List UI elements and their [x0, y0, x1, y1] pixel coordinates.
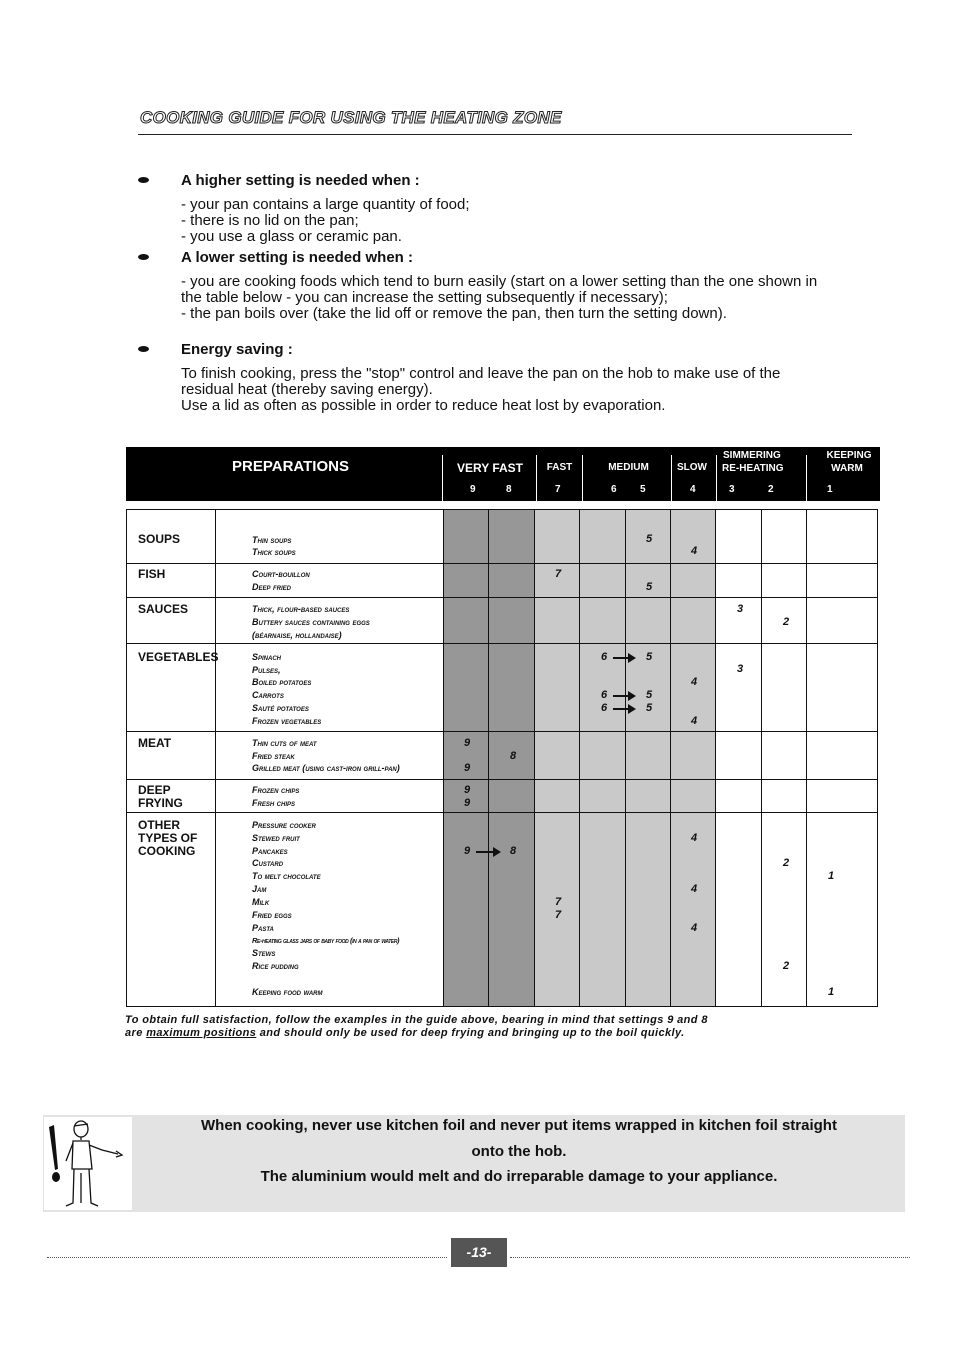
bullet-icon: [138, 254, 149, 260]
warning-line: The aluminium would melt and do irreparable damage to your appliance.: [260, 1168, 778, 1185]
header-preparations: PREPARATIONS: [232, 458, 349, 475]
dish-label: Fresh chips: [252, 798, 296, 808]
setting-value: 6: [601, 689, 608, 701]
bullet-icon: [138, 346, 149, 352]
dish-label: Rice pudding: [252, 961, 299, 971]
setting-value: 7: [555, 568, 562, 580]
column-setting-9: [443, 509, 488, 1007]
arrow-icon: [613, 708, 630, 710]
warning-line: onto the hob.: [471, 1142, 567, 1160]
section-text-higher: [181, 197, 470, 245]
header-setting-1: 1: [827, 484, 833, 495]
setting-value: 4: [691, 832, 698, 844]
bullet-icon: [138, 177, 149, 183]
dish-label: Boiled potatoes: [252, 677, 312, 687]
title-underline: [138, 134, 852, 135]
category-sauces: SAUCES: [138, 602, 189, 616]
dish-label: Court-bouillon: [252, 569, 310, 579]
dish-label: Milk: [252, 897, 270, 907]
warning-illustration: [44, 1117, 132, 1210]
header-divider: [716, 455, 717, 501]
arrow-icon: [613, 657, 630, 659]
dish-label: Spinach: [252, 652, 282, 662]
footer-rule-right: [510, 1257, 910, 1258]
setting-value: 2: [783, 960, 790, 972]
section-heading-energy: Energy saving :: [181, 341, 293, 358]
dish-label: Thick soups: [252, 547, 296, 557]
text-line: Use a lid as often as possible in order to reduce heat lost by evaporation.: [181, 397, 666, 414]
dish-label: Pulses,: [252, 665, 281, 675]
header-very-fast: VERY FAST: [456, 461, 524, 475]
dish-label: Stewed fruit: [252, 833, 300, 843]
category-meat: MEAT: [138, 736, 172, 750]
footnote-emphasis: maximum positions: [146, 1027, 257, 1039]
header-setting-2: 2: [768, 484, 774, 495]
dish-label: Keeping food warm: [252, 987, 323, 997]
text-line: - you are cooking foods which tend to burn easily (start on a lower setting than the one shown in: [181, 273, 818, 290]
footnote-prefix: are: [125, 1027, 143, 1039]
text-line: - your pan contains a large quantity of food;: [181, 196, 470, 213]
category-deep-frying: [138, 784, 183, 810]
text-line: - you use a glass or ceramic pan.: [181, 228, 402, 245]
setting-value: 9: [464, 762, 471, 774]
header-divider: [442, 455, 443, 501]
warning-person-icon: [44, 1117, 132, 1210]
dish-label: Thick, flour-based sauces: [252, 604, 350, 614]
category-line: DEEP: [138, 783, 171, 797]
dish-label: Thin soups: [252, 535, 292, 545]
dish-label: Re-heating glass jars of baby food (in a pan of water): [252, 936, 400, 945]
arrow-icon: [613, 695, 630, 697]
dish-label: Fried eggs: [252, 910, 292, 920]
dish-label: (béarnaise, hollandaise): [252, 630, 342, 640]
header-keeping: KEEPING: [826, 450, 872, 461]
footnote-text: and should only be used for deep frying and bringing up to the boil quickly.: [259, 1027, 685, 1039]
setting-value: 4: [691, 883, 698, 895]
setting-value: 4: [691, 715, 698, 727]
setting-value: 4: [691, 922, 698, 934]
header-simmering: SIMMERING: [723, 450, 781, 461]
section-heading-lower: A lower setting is needed when :: [181, 249, 413, 266]
category-soups: SOUPS: [138, 532, 181, 546]
setting-value: 2: [783, 616, 790, 628]
header-fast: FAST: [546, 462, 573, 473]
text-line: - there is no lid on the pan;: [181, 212, 359, 229]
header-setting-3: 3: [729, 484, 735, 495]
category-line: COOKING: [138, 844, 196, 858]
category-vegetables: VEGETABLES: [138, 650, 219, 664]
setting-value: 5: [646, 702, 653, 714]
cooking-table: [126, 509, 878, 1007]
setting-value: 3: [737, 663, 744, 675]
dish-label: Frozen vegetables: [252, 716, 322, 726]
header-setting-5: 5: [640, 484, 646, 495]
setting-value: 8: [510, 750, 517, 762]
dish-label: Fried steak: [252, 751, 295, 761]
text-line: To finish cooking, press the "stop" control and leave the pan on the hob to make use of the: [181, 365, 781, 382]
page-number: -13-: [451, 1238, 507, 1267]
setting-value: 5: [646, 651, 653, 663]
setting-value: 6: [601, 651, 608, 663]
dish-label: Pasta: [252, 923, 274, 933]
setting-value: 6: [601, 702, 608, 714]
header-slow: SLOW: [677, 462, 707, 473]
setting-value: 5: [646, 689, 653, 701]
table-header: [126, 447, 880, 501]
column-setting-6: [579, 509, 625, 1007]
dish-label: Pancakes: [252, 846, 288, 856]
column-setting-7: [534, 509, 579, 1007]
footnote-line: To obtain full satisfaction, follow the examples in the guide above, bearing in mind that settings 9 and 8: [125, 1014, 708, 1026]
dish-label: Custard: [252, 858, 284, 868]
dish-label: Pressure cooker: [252, 820, 316, 830]
footnote-line-2: [125, 1027, 708, 1040]
dish-label: Deep fried: [252, 582, 292, 592]
category-fish: FISH: [138, 567, 166, 581]
setting-value: 2: [783, 857, 790, 869]
dish-label: Grilled meat (using cast-iron grill-pan): [252, 763, 400, 773]
text-line: residual heat (thereby saving energy).: [181, 381, 433, 398]
section-text-lower: [181, 274, 817, 322]
header-divider: [806, 455, 807, 501]
dish-label: Carrots: [252, 690, 284, 700]
setting-value: 1: [828, 986, 835, 998]
header-warm: WARM: [831, 463, 863, 474]
setting-value: 5: [646, 533, 653, 545]
section-text-energy: [181, 366, 780, 414]
text-line: the table below - you can increase the setting subsequently if necessary);: [181, 289, 668, 306]
setting-value: 1: [828, 870, 835, 882]
setting-value: 8: [510, 845, 517, 857]
header-setting-9: 9: [470, 484, 476, 495]
header-reheating: RE-HEATING: [722, 463, 784, 474]
footer-rule-left: [47, 1257, 447, 1258]
category-line: OTHER: [138, 818, 180, 832]
warning-line: When cooking, never use kitchen foil and never put items wrapped in kitchen foil straight: [201, 1117, 837, 1134]
page-title: COOKING GUIDE FOR USING THE HEATING ZONE: [140, 108, 562, 127]
header-setting-6: 6: [611, 484, 617, 495]
setting-value: 9: [464, 797, 471, 809]
dish-label: Stews: [252, 948, 276, 958]
arrow-icon: [476, 851, 495, 853]
dish-label: To melt chocolate: [252, 871, 321, 881]
dish-label: Jam: [252, 884, 267, 894]
setting-value: 4: [691, 545, 698, 557]
setting-value: 7: [555, 896, 562, 908]
text-line: - the pan boils over (take the lid off or remove the pan, then turn the setting down).: [181, 305, 727, 322]
category-other: [138, 819, 197, 858]
warning-text: [140, 1113, 898, 1190]
setting-value: 3: [737, 603, 744, 615]
dish-label: Thin cuts of meat: [252, 738, 317, 748]
header-setting-8: 8: [506, 484, 512, 495]
category-line: TYPES OF: [138, 831, 198, 845]
table-footnote: [125, 1014, 708, 1040]
header-medium: MEDIUM: [608, 462, 649, 473]
setting-value: 9: [464, 845, 471, 857]
setting-value: 9: [464, 737, 471, 749]
dish-label: Sauté potatoes: [252, 703, 309, 713]
setting-value: 7: [555, 909, 562, 921]
dish-label: Buttery sauces containing eggs: [252, 617, 370, 627]
category-line: FRYING: [138, 796, 183, 810]
section-heading-higher: A higher setting is needed when :: [181, 172, 420, 189]
setting-value: 9: [464, 784, 471, 796]
setting-value: 4: [691, 676, 698, 688]
dish-label: Frozen chips: [252, 785, 300, 795]
header-setting-7: 7: [555, 484, 561, 495]
header-setting-4: 4: [690, 484, 696, 495]
setting-value: 5: [646, 581, 653, 593]
